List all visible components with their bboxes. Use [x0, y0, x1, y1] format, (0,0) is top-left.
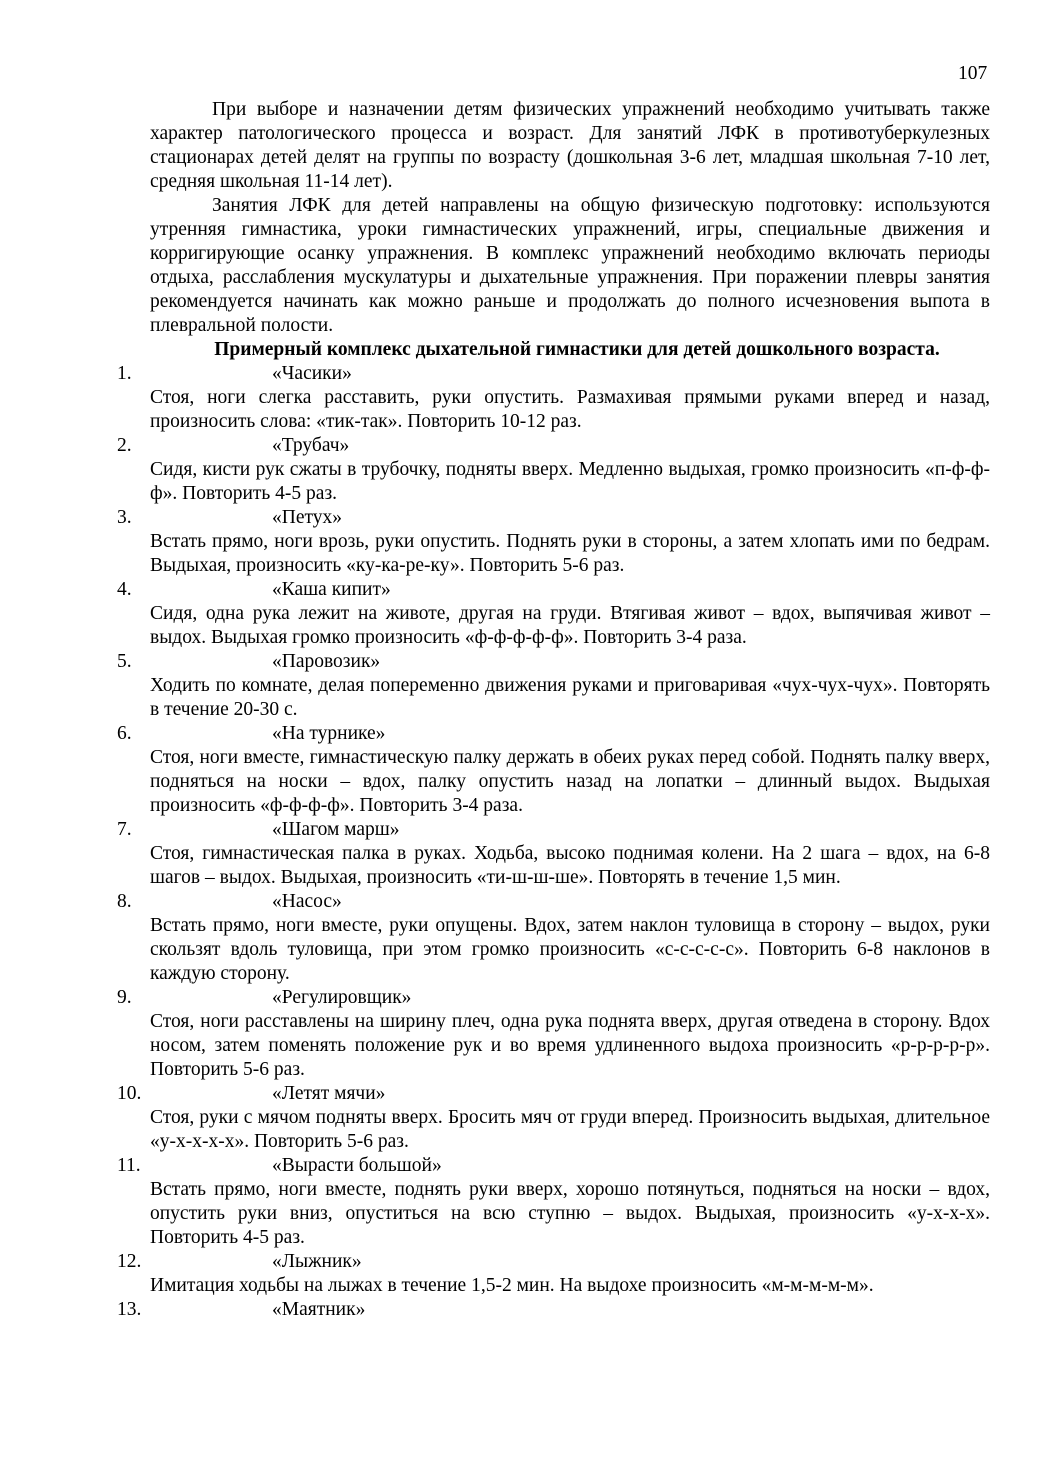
- exercise-title: «На турнике»: [272, 723, 386, 744]
- exercise-title: «Каша кипит»: [272, 579, 391, 600]
- exercise-item: [117, 1082, 990, 1154]
- exercise-description: Стоя, ноги вместе, гимнастическую палку держать в обеих руках перед собой. Поднять палку вверх, подняться на носки – вдох, палку опустить назад на лопатки – длинный выдох. Выдыхая произносить «ф-ф-ф-ф». Повторить 3-4 раза.: [150, 747, 990, 816]
- exercise-item: [117, 890, 990, 986]
- exercise-title: «Летят мячи»: [272, 1083, 386, 1104]
- exercise-title: «Петух»: [272, 507, 343, 528]
- exercise-number: 2.: [117, 435, 132, 456]
- exercise-number: 13.: [117, 1299, 142, 1320]
- exercise-description: Встать прямо, ноги вместе, поднять руки вверх, хорошо потянуться, подняться на носки – вдох, опустить руки вниз, опуститься на всю ступню – выдох. Выдыхая, произносить «у-х-х-х». Повторить 4-5 раз.: [150, 1179, 990, 1248]
- exercise-description: Сидя, кисти рук сжаты в трубочку, подняты вверх. Медленно выдыхая, громко произносить «п-ф-ф-ф». Повторить 4-5 раз.: [150, 459, 990, 504]
- exercise-number: 8.: [117, 891, 132, 912]
- exercise-title: «Часики»: [272, 363, 352, 384]
- exercise-item: [117, 1250, 990, 1298]
- intro-paragraph: Занятия ЛФК для детей направлены на общую физическую подготовку: используются утренняя гимнастика, уроки гимнастических упражнений, игры, специальные движения и корригирующие осанку упражнения. В комплекс упражнений необходимо включать периоды отдыха, расслабления мускулатуры и дыхательные упражнения. При поражении плевры занятия рекомендуется начинать как можно раньше и продолжать до полного исчезновения выпота в плевральной полости.: [150, 195, 990, 336]
- exercise-title: «Насос»: [272, 891, 342, 912]
- exercise-number: 1.: [117, 363, 132, 384]
- exercise-item: [117, 650, 990, 722]
- exercise-number: 12.: [117, 1251, 142, 1272]
- exercise-description: Сидя, одна рука лежит на животе, другая на груди. Втягивая живот – вдох, выпячивая живот – выдох. Выдыхая громко произносить «ф-ф-ф-ф-ф». Повторить 3-4 раза.: [150, 603, 990, 648]
- section-heading: Примерный комплекс дыхательной гимнастики для детей дошкольного возраста.: [214, 339, 940, 360]
- exercise-number: 6.: [117, 723, 132, 744]
- exercise-title: «Вырасти большой»: [272, 1155, 442, 1176]
- exercise-title: «Регулировщик»: [272, 987, 412, 1008]
- exercise-item: [117, 986, 990, 1082]
- exercise-item: [117, 506, 990, 578]
- exercise-item: [117, 362, 990, 434]
- exercise-title: «Лыжник»: [272, 1251, 362, 1272]
- exercise-number: 10.: [117, 1083, 142, 1104]
- exercise-item: [117, 722, 990, 818]
- exercise-number: 7.: [117, 819, 132, 840]
- exercise-item: [117, 578, 990, 650]
- document-body: [117, 98, 990, 1322]
- exercise-title: «Паровозик»: [272, 651, 381, 672]
- exercise-description: Стоя, ноги слегка расставить, руки опустить. Размахивая прямыми руками вперед и назад, произносить слова: «тик-так». Повторить 10-12 раз.: [150, 387, 990, 432]
- page-number: 107: [958, 63, 988, 84]
- exercise-description: Стоя, руки с мячом подняты вверх. Бросить мяч от груди вперед. Произносить выдыхая, длительное «у-х-х-х-х». Повторить 5-6 раз.: [150, 1107, 990, 1152]
- exercise-number: 5.: [117, 651, 132, 672]
- exercise-number: 11.: [117, 1155, 141, 1176]
- exercise-description: Имитация ходьбы на лыжах в течение 1,5-2 мин. На выдохе произносить «м-м-м-м-м».: [150, 1275, 874, 1296]
- exercise-number: 9.: [117, 987, 132, 1008]
- exercise-description: Встать прямо, ноги вместе, руки опущены. Вдох, затем наклон туловища в сторону – выдох, руки скользят вдоль туловища, при этом громко произносить «с-с-с-с-с». Повторить 6-8 наклонов в каждую сторону.: [150, 915, 990, 984]
- exercise-description: Встать прямо, ноги врозь, руки опустить. Поднять руки в стороны, а затем хлопать ими по бедрам. Выдыхая, произносить «ку-ка-ре-ку». Повторить 5-6 раз.: [150, 531, 990, 576]
- exercise-description: Стоя, гимнастическая палка в руках. Ходьба, высоко поднимая колени. На 2 шага – вдох, на 6-8 шагов – выдох. Выдыхая, произносить «ти-ш-ш-ше». Повторять в течение 1,5 мин.: [150, 843, 990, 888]
- exercise-item: [117, 1298, 990, 1322]
- exercise-item: [117, 818, 990, 890]
- exercise-item: [117, 434, 990, 506]
- exercise-number: 3.: [117, 507, 132, 528]
- exercise-number: 4.: [117, 579, 132, 600]
- exercise-item: [117, 1154, 990, 1250]
- intro-paragraph: При выборе и назначении детям физических упражнений необходимо учитывать также характер патологического процесса и возраст. Для занятий ЛФК в противотуберкулезных стационарах детей делят на группы по возрасту (дошкольная 3-6 лет, младшая школьная 7-10 лет, средняя школьная 11-14 лет).: [150, 99, 990, 192]
- exercise-title: «Шагом марш»: [272, 819, 400, 840]
- exercise-description: Стоя, ноги расставлены на ширину плеч, одна рука поднята вверх, другая отведена в сторону. Вдох носом, затем поменять положение рук и во время удлиненного выдоха произносить «р-р-р-р-р». Повторить 5-6 раз.: [150, 1011, 990, 1080]
- exercise-description: Ходить по комнате, делая попеременно движения руками и приговаривая «чух-чух-чух». Повторять в течение 20-30 с.: [150, 675, 990, 720]
- exercise-title: «Маятник»: [272, 1299, 366, 1320]
- exercise-title: «Трубач»: [272, 435, 350, 456]
